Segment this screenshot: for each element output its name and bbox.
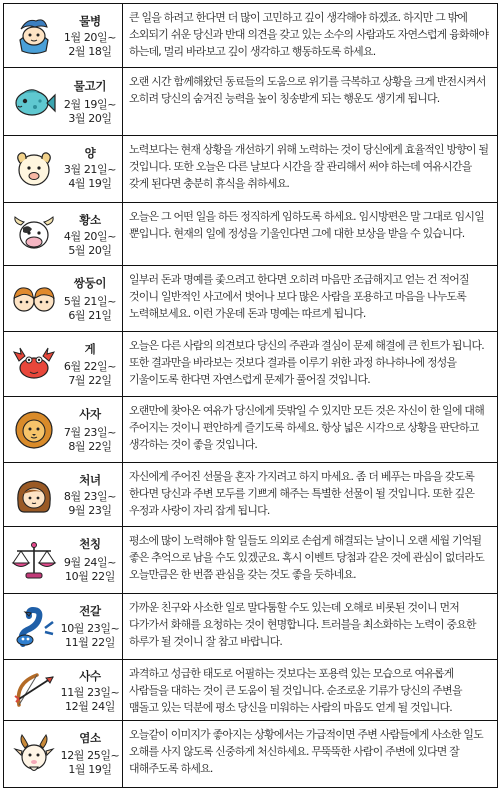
zodiac-row-aquarius [4,4,497,68]
sign-name: 양 [84,146,96,160]
aquarius-icon [11,15,57,57]
date-start: 9월 24일~ [63,556,117,569]
fortune-text: 평소에 많이 노력해야 할 일들도 의외로 손쉽게 해결되는 날이니 오랜 세월 기억될 좋은 추억으로 남을 수도 있겠군요. 혹시 이벤트 당첨과 같은 것에 관심이 없더라도 오늘만큼은 한 번쯤 관심을 갖는 것도 좋을 듯하네요. [129,534,484,581]
date-end: 2월 18일 [68,44,112,58]
sign-dates [57,98,123,125]
sign-name: 황소 [79,213,101,227]
date-end: 9월 23일 [68,503,112,517]
zodiac-row-aries [4,136,497,203]
date-start: 2월 19일~ [63,98,117,111]
cancer-icon [11,343,57,385]
zodiac-row-gemini [4,266,497,332]
sign-dates [57,490,123,517]
zodiac-row-scorpio [4,594,497,660]
date-start: 5월 21일~ [63,295,117,308]
sign-dates [57,686,123,713]
pisces-icon [11,81,57,123]
scorpio-icon [11,606,57,648]
date-end: 11월 22일 [65,635,115,649]
zodiac-row-pisces [4,68,497,136]
date-end: 10월 22일 [65,569,115,583]
date-start: 10월 23일~ [60,622,120,635]
fortune-text: 오늘은 다른 사람의 의견보다 당신의 주관과 결심이 문제 해결에 큰 힌트가 됩니다. 또한 결과만을 바라보는 것보다 결과를 이루기 위한 과정 하나하나에 정성을 기울이도록 한다면 자연스럽게 문제가 풀어질 것입니다. [129,339,484,386]
capricorn-icon [11,733,57,775]
date-end: 8월 22일 [68,439,112,453]
sign-dates [57,749,123,776]
sign-cell [4,136,123,202]
fortune-text: 노력보다는 현재 상황을 개선하기 위해 노력하는 것이 당신에게 효율적인 방향이 될 것입니다. 또한 오늘은 다른 날보다 시간을 잘 관리해서 써야 하는데 여유시간을 갖게 된다면 충분히 휴식을 취하세요. [129,143,489,190]
sign-cell [4,332,123,396]
sign-dates [57,295,123,322]
sign-dates [57,31,123,58]
zodiac-row-capricorn [4,721,497,787]
date-end: 12월 24일 [65,699,115,713]
fortune-text: 오늘은 그 어떤 일을 하든 정직하게 임하도록 하세요. 임시방편은 말 그대로 임시일 뿐입니다. 현재의 일에 정성을 기울인다면 그에 대한 보상을 받을 수 있습니다. [129,210,484,240]
date-start: 6월 22일~ [63,360,117,373]
sign-name: 게 [84,342,96,356]
date-end: 7월 22일 [68,373,112,387]
sign-cell [4,660,123,720]
sign-name: 사자 [79,407,101,421]
virgo-icon [11,474,57,516]
fortune-text: 오랜 시간 함께해왔던 동료들의 도움으로 위기를 극복하고 상황을 크게 반전시켜서 오히려 당신의 숨겨진 능력을 높이 칭송받게 되는 행운도 생기게 됩니다. [129,75,486,105]
sign-name: 염소 [79,731,101,745]
sign-dates [57,426,123,453]
zodiac-row-cancer [4,332,497,397]
fortune-text: 과격하고 성급한 태도로 어필하는 것보다는 포용력 있는 모습으로 여유롭게 사람들을 대하는 것이 큰 도움이 될 것입니다. 순조로운 기류가 당신의 주변을 맴돌고 있는 덕분에 평소 당신을 미워하는 사람의 마음도 얻게 될 것입니다. [129,667,462,714]
date-start: 3월 21일~ [63,163,117,176]
date-end: 1월 19일 [68,762,112,776]
sign-dates [57,163,123,190]
sagittarius-icon [11,669,57,711]
sign-dates [57,622,123,649]
gemini-icon [11,278,57,320]
sign-cell [4,4,123,67]
date-start: 4월 20일~ [63,230,117,243]
horoscope-table [3,3,498,788]
date-end: 4월 19일 [68,176,112,190]
zodiac-row-libra [4,527,497,594]
date-start: 12월 25일~ [60,749,120,762]
fortune-text: 자신에게 주어진 선물을 혼자 가지려고 하지 마세요. 좀 더 베푸는 마음을 갖도록 한다면 당신과 주변 모두를 기쁘게 해주는 특별한 선물이 될 것입니다. 또한 깊은 우정과 사랑이 자리 잡게 됩니다. [129,470,475,517]
libra-icon [11,539,57,581]
sign-name: 물병 [79,14,101,28]
fortune-text: 일부러 돈과 명예를 좇으려고 한다면 오히려 마음만 조급해지고 얻는 건 적어질 것이니 일반적인 사고에서 벗어나 보다 많은 사람을 포용하고 마음을 나누도록 노력해보세요. 이런 가운데 돈과 명예는 따르게 됩니다. [129,273,469,320]
date-start: 11월 23일~ [60,686,120,699]
fortune-text: 오랜만에 찾아온 여유가 당신에게 뜻밖일 수 있지만 모든 것은 자신이 한 일에 대해 주어지는 것이니 편안하게 즐기도록 하세요. 항상 넓은 시각으로 상황을 판단하고 생각하는 것이 좋을 것입니다. [129,404,484,451]
sign-cell [4,463,123,526]
sign-cell [4,266,123,331]
leo-icon [11,409,57,451]
date-end: 6월 21일 [68,308,112,322]
date-end: 3월 20일 [68,111,112,125]
zodiac-row-leo [4,397,497,463]
taurus-icon [11,213,57,255]
sign-cell [4,68,123,135]
zodiac-row-taurus [4,203,497,266]
sign-name: 천칭 [79,537,101,551]
aries-icon [11,148,57,190]
sign-dates [57,230,123,257]
date-start: 7월 23일~ [63,426,117,439]
sign-name: 사수 [79,669,101,683]
fortune-text: 오늘같이 이미지가 좋아지는 상황에서는 가급적이면 주변 사람들에게 사소한 일도 오해를 사지 않도록 신중하게 처신하세요. 무뚝뚝한 사람이 주변에 있다면 잘 대해주도록 하세요. [129,728,483,775]
zodiac-row-sagittarius [4,660,497,721]
sign-cell [4,594,123,659]
sign-dates [57,360,123,387]
sign-name: 처녀 [79,473,101,487]
date-start: 8월 23일~ [63,490,117,503]
sign-name: 전갈 [79,604,101,618]
sign-name: 쌍둥이 [73,276,107,290]
date-end: 5월 20일 [68,243,112,257]
sign-cell [4,397,123,462]
fortune-text: 가까운 친구와 사소한 일로 말다툼할 수도 있는데 오해로 비롯된 것이니 먼저 다가가서 화해를 요청하는 것이 현명합니다. 트러블을 최소화하는 노력이 중요한 하루가 될 것이니 잘 참고 바랍니다. [129,601,476,648]
date-start: 1월 20일~ [63,31,117,44]
sign-dates [57,556,123,583]
zodiac-row-virgo [4,463,497,527]
fortune-text: 큰 일을 하려고 한다면 더 많이 고민하고 깊이 생각해야 하겠죠. 하지만 그 밖에 소외되기 쉬운 당신과 반대 의견을 갖고 있는 소수의 사람과도 자연스럽게 융화해야 하는데, 멀리 바라보고 깊이 생각하고 행동하도록 하세요. [129,11,489,58]
sign-name: 물고기 [73,79,107,93]
sign-cell [4,527,123,593]
sign-cell [4,721,123,787]
sign-cell [4,203,123,265]
